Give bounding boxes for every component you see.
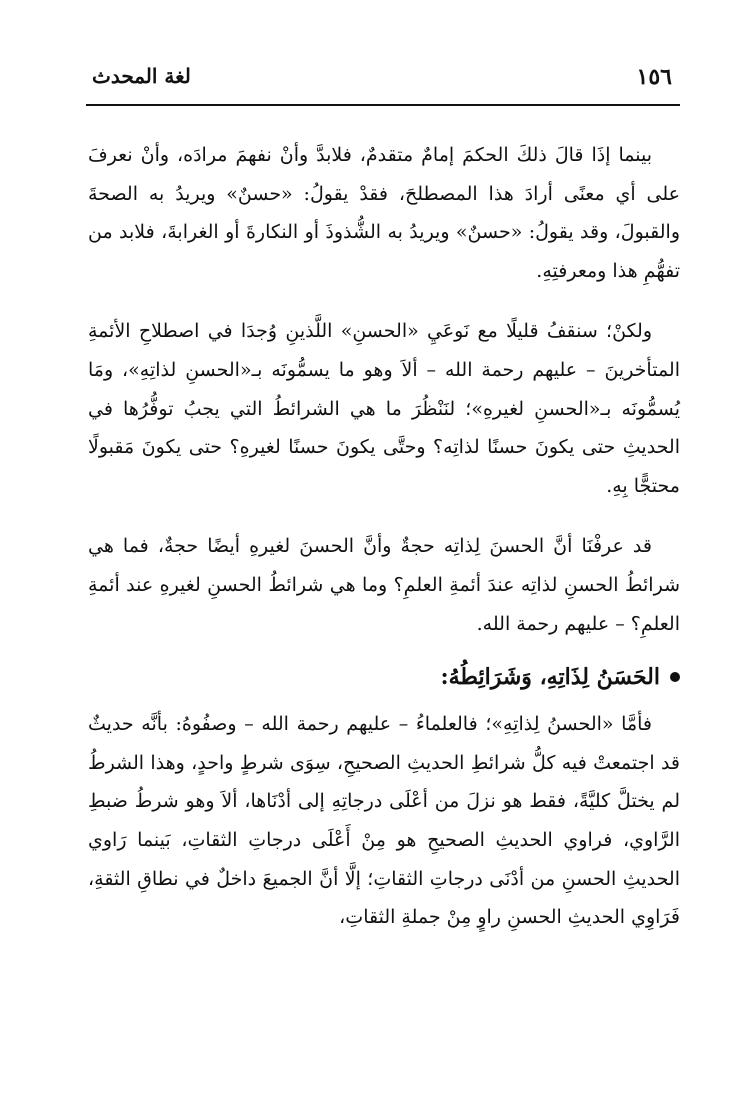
page-header (86, 60, 680, 100)
section-heading-text: الحَسَنُ لِذَاتِهِ، وَشَرَائِطُهُ: (440, 664, 660, 691)
body-text (88, 136, 680, 937)
page-number: ١٥٦ (636, 64, 672, 90)
section-heading (88, 657, 680, 697)
running-title: لغة المحدث (92, 64, 191, 88)
section-paragraph: فأمَّا «الحسنُ لِذاتِهِ»؛ فالعلماءُ – عليهم رحمة الله – وصفُوهُ: بأنَّه حديثٌ قد اجتمعتْ فيه كلُّ شرائطِ الحديثِ الصحيحِ، سِوَى شرطٍ واحدٍ، وهذا الشرطُ لم يختلَّ كليَّةً، فقط هو نزلَ من أعْلَى درجاتِهِ إلى أدْنَاها، ألاَ وهو شرطُ ضبطِ الرَّاوي، فراوي الحديثِ الصحيحِ هو مِنْ أَعْلَى درجاتِ الثقاتِ، بَينما رَاوي الحديثِ الحسنِ من أدْنَى درجاتِ الثقاتِ؛ إلَّا أنَّ الجميعَ داخلٌ في نطاقِ الثقةِ، فَرَاوِي الحديثِ الحسنِ راوٍ مِنْ جملةِ الثقاتِ، (88, 713, 680, 929)
paragraph-3: قد عرفْنَا أنَّ الحسنَ لِذاتِه حجةٌ وأنَّ الحسنَ لغيرهِ أيضًا حجةٌ، فما هي شرائطُ الحسنِ لذاتِه عندَ أئمةِ العلمِ؟ وما هي شرائطُ الحسنِ لغيرهِ عند أئمةِ العلمِ؟ – عليهم رحمة الله. (88, 535, 680, 635)
paragraph-2: ولكنْ؛ سنقفُ قليلًا مع نَوعَيِ «الحسنِ» اللَّذينِ وُجدَا في اصطلاحِ الأئمةِ المتأخرينَ – عليهم رحمة الله – ألاَ وهو ما يسمُّونَه بـ«الحسنِ لذاتِهِ»، ومَا يُسمُّونَه بـ«الحسنِ لغيرهِ»؛ لنَنْظُرَ ما هي الشرائطُ التي يجبُ توفُّرُها في الحديثِ حتى يكونَ حسنًا لذاتِه؟ وحتَّى يكونَ حسنًا لغيرهِ؟ حتى يكونَ مَقبولًا محتجًّا بِهِ. (88, 320, 680, 497)
bullet-icon (670, 672, 680, 682)
paragraph-1: بينما إذَا قالَ ذلكَ الحكمَ إمامٌ متقدمٌ، فلابدَّ وأنْ نفهمَ مرادَه، وأنْ نعرفَ على أي معنًى أرادَ هذا المصطلحَ، فقدْ يقولُ: «حسنٌ» ويريدُ به الصحةَ والقبولَ، وقد يقولُ: «حسنٌ» ويريدُ به الشُّذوذَ أو النكارةَ أو الغرابةَ، فلابد من تفهُّمِ هذا ومعرفتِهِ. (88, 144, 680, 282)
header-divider (86, 104, 680, 106)
